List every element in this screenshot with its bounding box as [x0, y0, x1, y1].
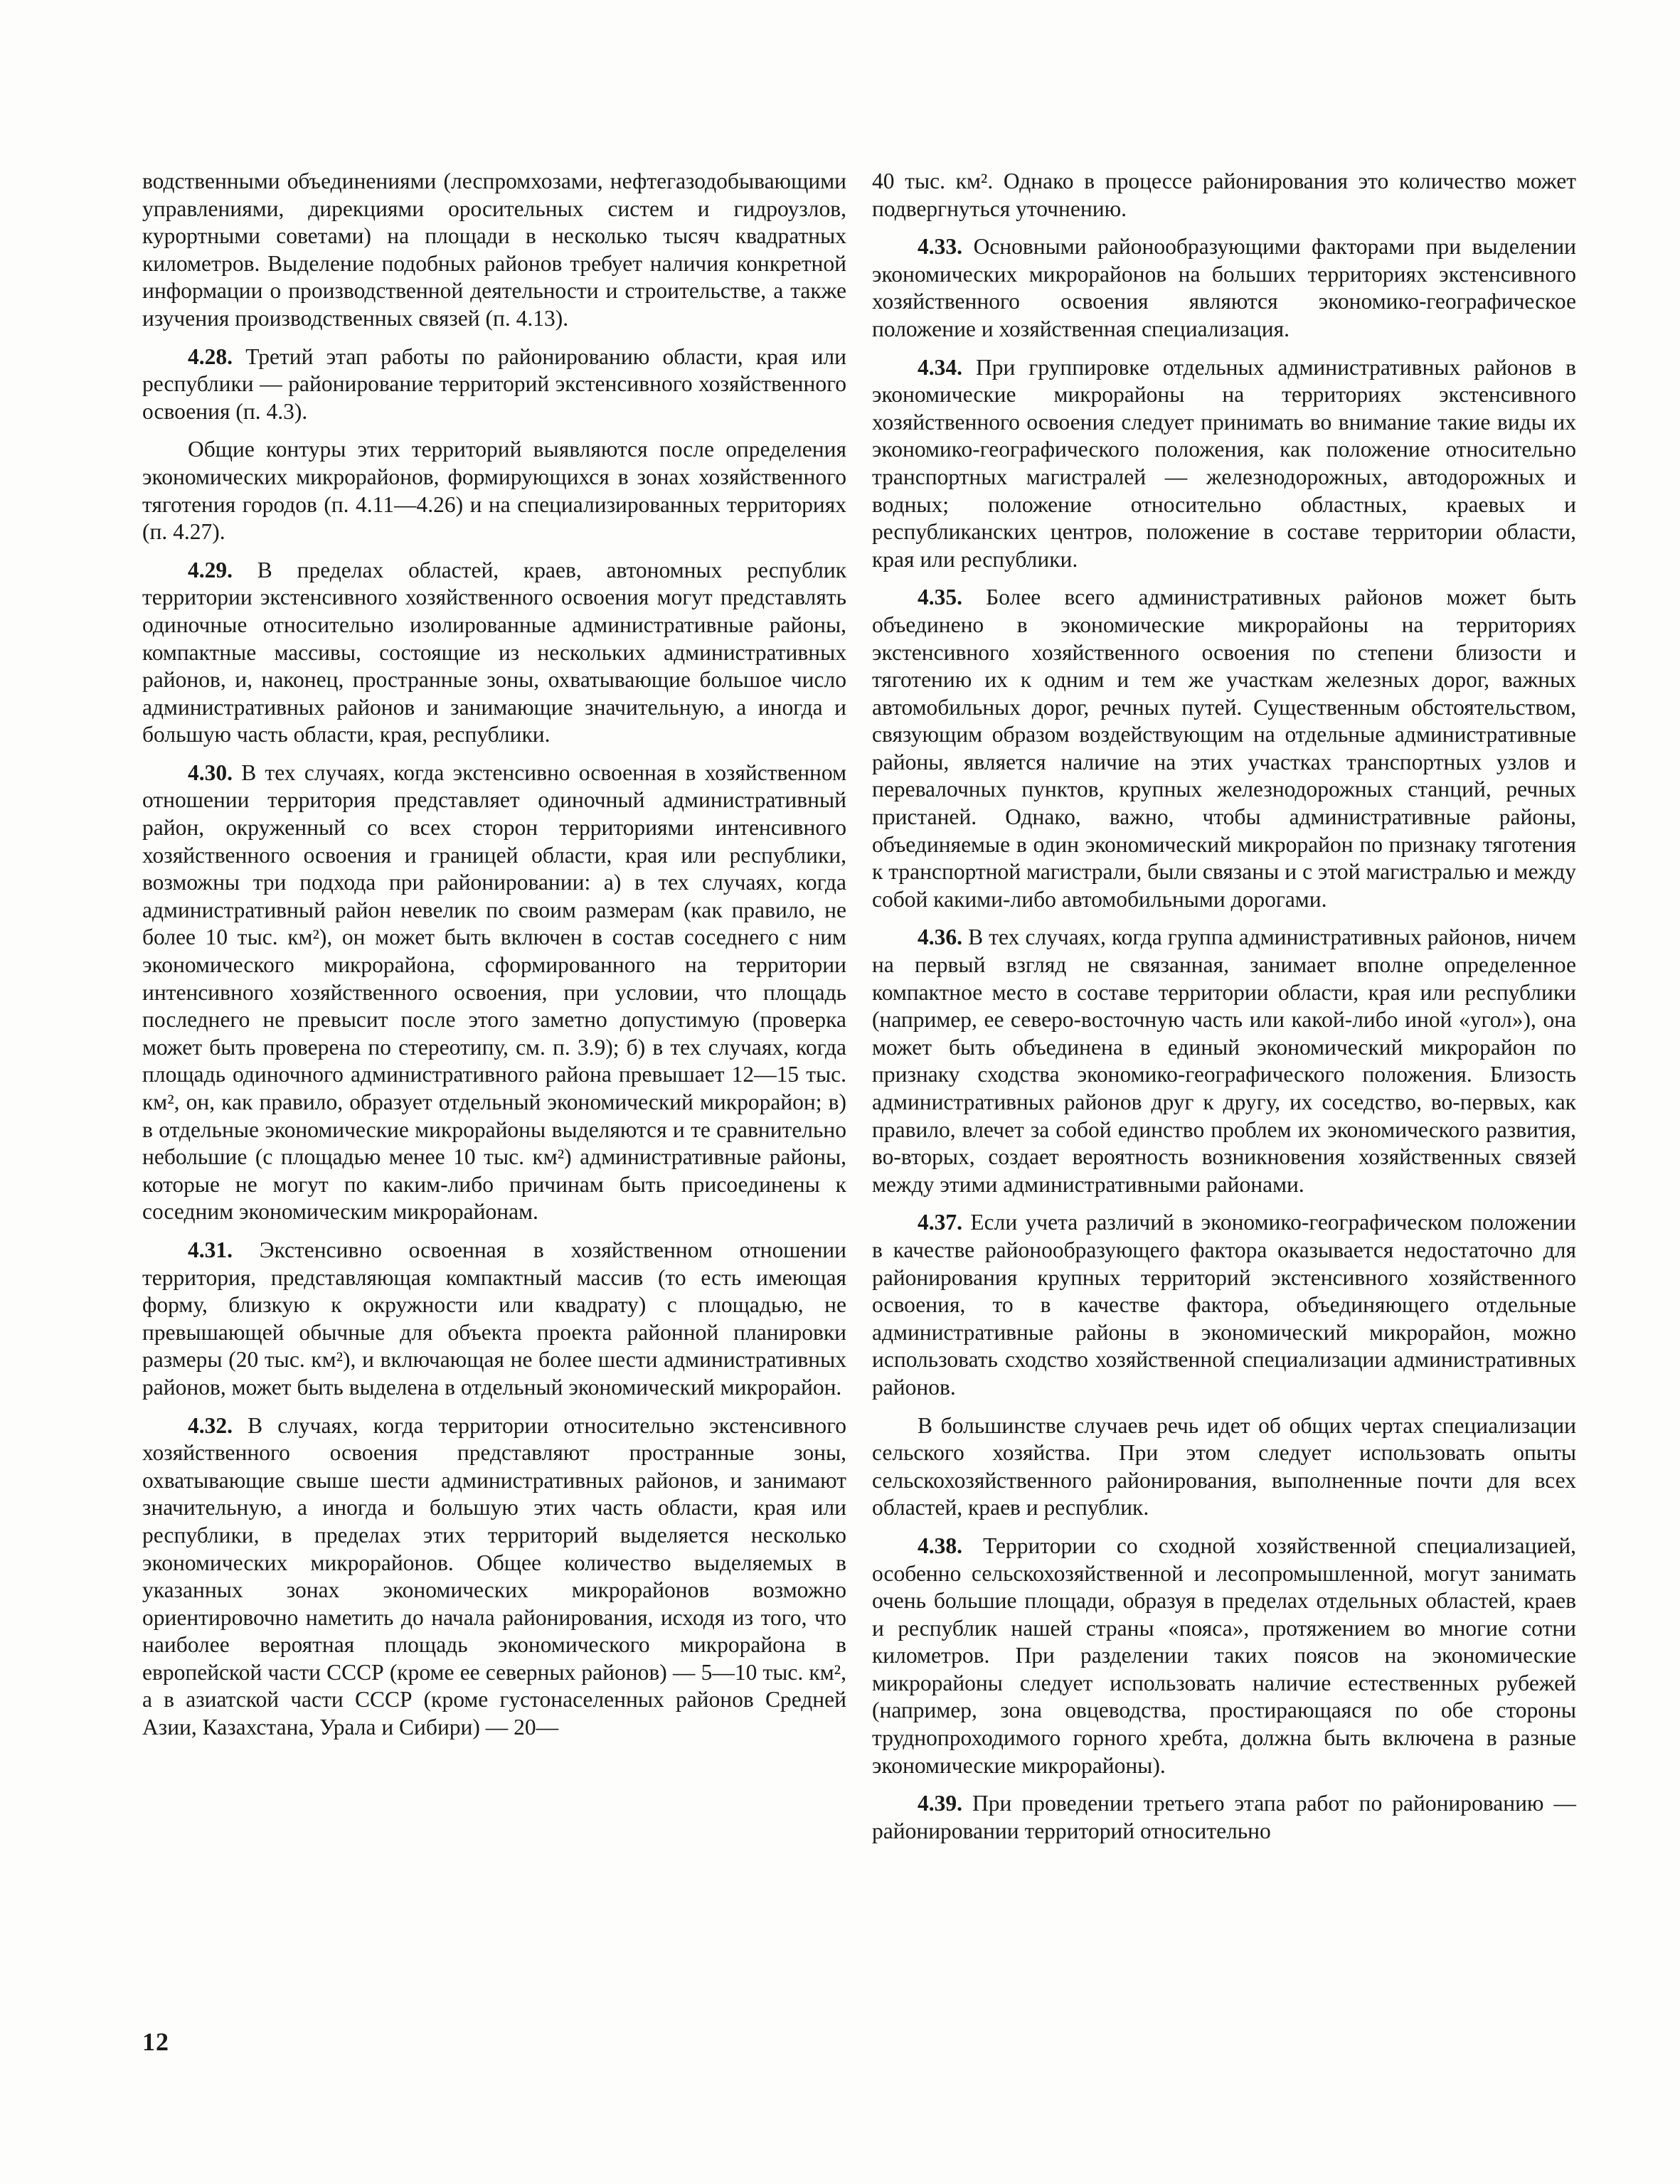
- section-number: 4.39.: [918, 1791, 962, 1816]
- section-number: 4.35.: [918, 585, 962, 610]
- section-number: 4.33.: [918, 234, 962, 260]
- paragraph-4-36: 4.36. В тех случаях, когда группа административных районов, ничем на первый взгляд не связанная, занимает вполне определенное компактное место в составе территории области, края или республики (например, ее северо-восточную часть или какой-либо иной «угол»), она может быть объединена в единый экономический микрорайон по признаку сходства экономико-географического положения. Близость административных районов друг к другу, их соседство, во-первых, как правило, влечет за собой единство проблем их экономического развития, во-вторых, создает вероятность возникновения хозяйственных связей между этими административными районами.: [872, 925, 1576, 1197]
- paragraph: 40 тыс. км². Однако в процессе районирования это количество может подвергнуться уточнению.: [872, 169, 1576, 221]
- paragraph-4-29: 4.29. В пределах областей, краев, автономных республик территории экстенсивного хозяйственного освоения могут представлять одиночные относительно изолированные административные районы, компактные массивы, состоящие из нескольких административных районов, и, наконец, пространные зоны, охватывающие большое число административных районов и занимающие значительную, а иногда и большую часть области, края, республики.: [142, 557, 846, 747]
- paragraph-4-28: 4.28. Третий этап работы по районированию области, края или республики — районирование территорий экстенсивного хозяйственного освоения (п. 4.3).: [142, 343, 847, 424]
- section-number: 4.38.: [918, 1533, 962, 1558]
- paragraph-4-38: 4.38. Территории со сходной хозяйственной специализацией, особенно сельскохозяйственной и лесопромышленной, могут занимать очень большие площади, образуя в пределах отдельных областей, краев и республик нашей страны «пояса», протяжением во многие сотни километров. При разделении таких поясов на экономические микрорайоны следует использовать наличие естественных рубежей (например, зона овцеводства, простирающаяся по обе стороны труднопроходимого горного хребта, должна быть включена в разные экономические микрорайоны).: [872, 1533, 1576, 1778]
- paragraph-4-33: 4.33. Основными районообразующими факторами при выделении экономических микрорайонов на больших территориях экстенсивного хозяйственного освоения являются экономико-географическое положение и хозяйственная специализация.: [872, 234, 1576, 341]
- paragraph-4-32: 4.32. В случаях, когда территории относительно экстенсивного хозяйственного освоения представляют пространные зоны, охватывающие свыше шести административных районов, и занимают значительную, а иногда и большую этих часть области, края или республики, в пределах этих территорий выделяется несколько экономических микрорайонов. Общее количество выделяемых в указанных зонах экономических микрорайонов возможно ориентировочно наметить до начала районирования, исходя из того, что наиболее вероятная площадь экономического микрорайона в европейской части СССР (кроме ее северных районов) — 5—10 тыс. км², а в азиатской части СССР (кроме густонаселенных районов Средней Азии, Казахстана, Урала и Сибири) — 20—: [142, 1412, 847, 1740]
- section-number: 4.34.: [918, 354, 962, 380]
- section-number: 4.37.: [918, 1210, 962, 1235]
- section-number: 4.30.: [188, 760, 233, 785]
- paragraph-4-37: 4.37. Если учета различий в экономико-географическом положении в качестве районообразующего фактора оказывается недостаточно для районирования крупных территорий экстенсивного хозяйственного освоения, то в качестве фактора, объединяющего отдельные административные районы в экономический микрорайон, можно использовать сходство хозяйственной специализации административных районов.: [872, 1210, 1577, 1400]
- paragraph-4-30: 4.30. В тех случаях, когда экстенсивно освоенная в хозяйственном отношении территория представляет одиночный административный район, окруженный со всех сторон территориями интенсивного хозяйственного освоения и границей области, края или республики, возможны три подхода при районировании: а) в тех случаях, когда административный район невелик по своим размерам (как правило, не более 10 тыс. км²), он может быть включен в состав соседнего с ним экономического микрорайона, сформированного на территории интенсивного хозяйственного освоения, при условии, что площадь последнего не превысит после этого заметно допустимую (проверка может быть проверена по стереотипу, см. п. 3.9); б) в тех случаях, когда площадь одиночного административного района превышает 12—15 тыс. км², он, как правило, образует отдельный экономический микрорайон; в) в отдельные экономические микрорайоны выделяются и те сравнительно небольшие (с площадью менее 10 тыс. км²) административные районы, которые не могут по каким-либо причинам быть присоединены к соседним экономическим микрорайонам.: [142, 760, 847, 1225]
- left-column: [142, 168, 846, 1742]
- section-number: 4.29.: [188, 557, 233, 582]
- page-number: 12: [142, 2028, 169, 2056]
- paragraph-4-31: 4.31. Экстенсивно освоенная в хозяйственном отношении территория, представляющая компактный массив (то есть имеющая форму, близкую к окружности или квадрату) с площадью, не превышающей обычные для объекта проекта районной планировки размеры (20 тыс. км²), и включающая не более шести административных районов, может быть выделена в отдельный экономический микрорайон.: [142, 1237, 847, 1400]
- paragraph: В большинстве случаев речь идет об общих чертах специализации сельского хозяйства. При этом следует использовать опыты сельскохозяйственного районирования, выполненные почти для всех областей, краев и республик.: [872, 1412, 1576, 1520]
- section-number: 4.32.: [188, 1412, 233, 1438]
- paragraph-4-39: 4.39. При проведении третьего этапа работ по районированию — районировании территорий относительно: [872, 1791, 1577, 1843]
- section-number: 4.36.: [918, 925, 962, 950]
- paragraph: водственными объединениями (леспромхозами, нефтегазодобывающими управлениями, дирекциями оросительных систем и гидроузлов, курортными советами) на площади в несколько тысяч квадратных километров. Выделение подобных районов требует наличия конкретной информации о производственной деятельности и строительстве, а также изучения производственных связей (п. 4.13).: [142, 169, 846, 331]
- paragraph-4-35: 4.35. Более всего административных районов может быть объединено в экономические микрорайоны на территориях экстенсивного хозяйственного освоения по степени близости и тяготению их к одним и тем же участкам железных дорог, важных автомобильных дорог, речных путей. Существенным обстоятельством, связующим образом воздействующим на отдельные административные районы, является наличие на этих участках транспортных узлов и перевалочных пунктов, крупных железнодорожных станций, речных пристаней. Однако, важно, чтобы административные районы, объединяемые в один экономический микрорайон по признаку тяготения к транспортной магистрали, были связаны и с этой магистралью и между собой какими-либо автомобильными дорогами.: [872, 585, 1576, 912]
- paragraph-4-34: 4.34. При группировке отдельных административных районов в экономические микрорайоны на территориях экстенсивного хозяйственного освоения следует принимать во внимание такие виды их экономико-географического положения, как положение относительно транспортных магистралей — железнодорожных, автодорожных и водных; положение относительно областных, краевых и республиканских центров, положение в составе территории области, края или республики.: [872, 354, 1577, 572]
- right-column: [872, 168, 1576, 1845]
- section-number: 4.31.: [188, 1237, 233, 1262]
- paragraph: Общие контуры этих территорий выявляются после определения экономических микрорайонов, формирующихся в зонах хозяйственного тяготения городов (п. 4.11—4.26) и на специализированных территориях (п. 4.27).: [142, 437, 846, 545]
- section-number: 4.28.: [188, 343, 233, 369]
